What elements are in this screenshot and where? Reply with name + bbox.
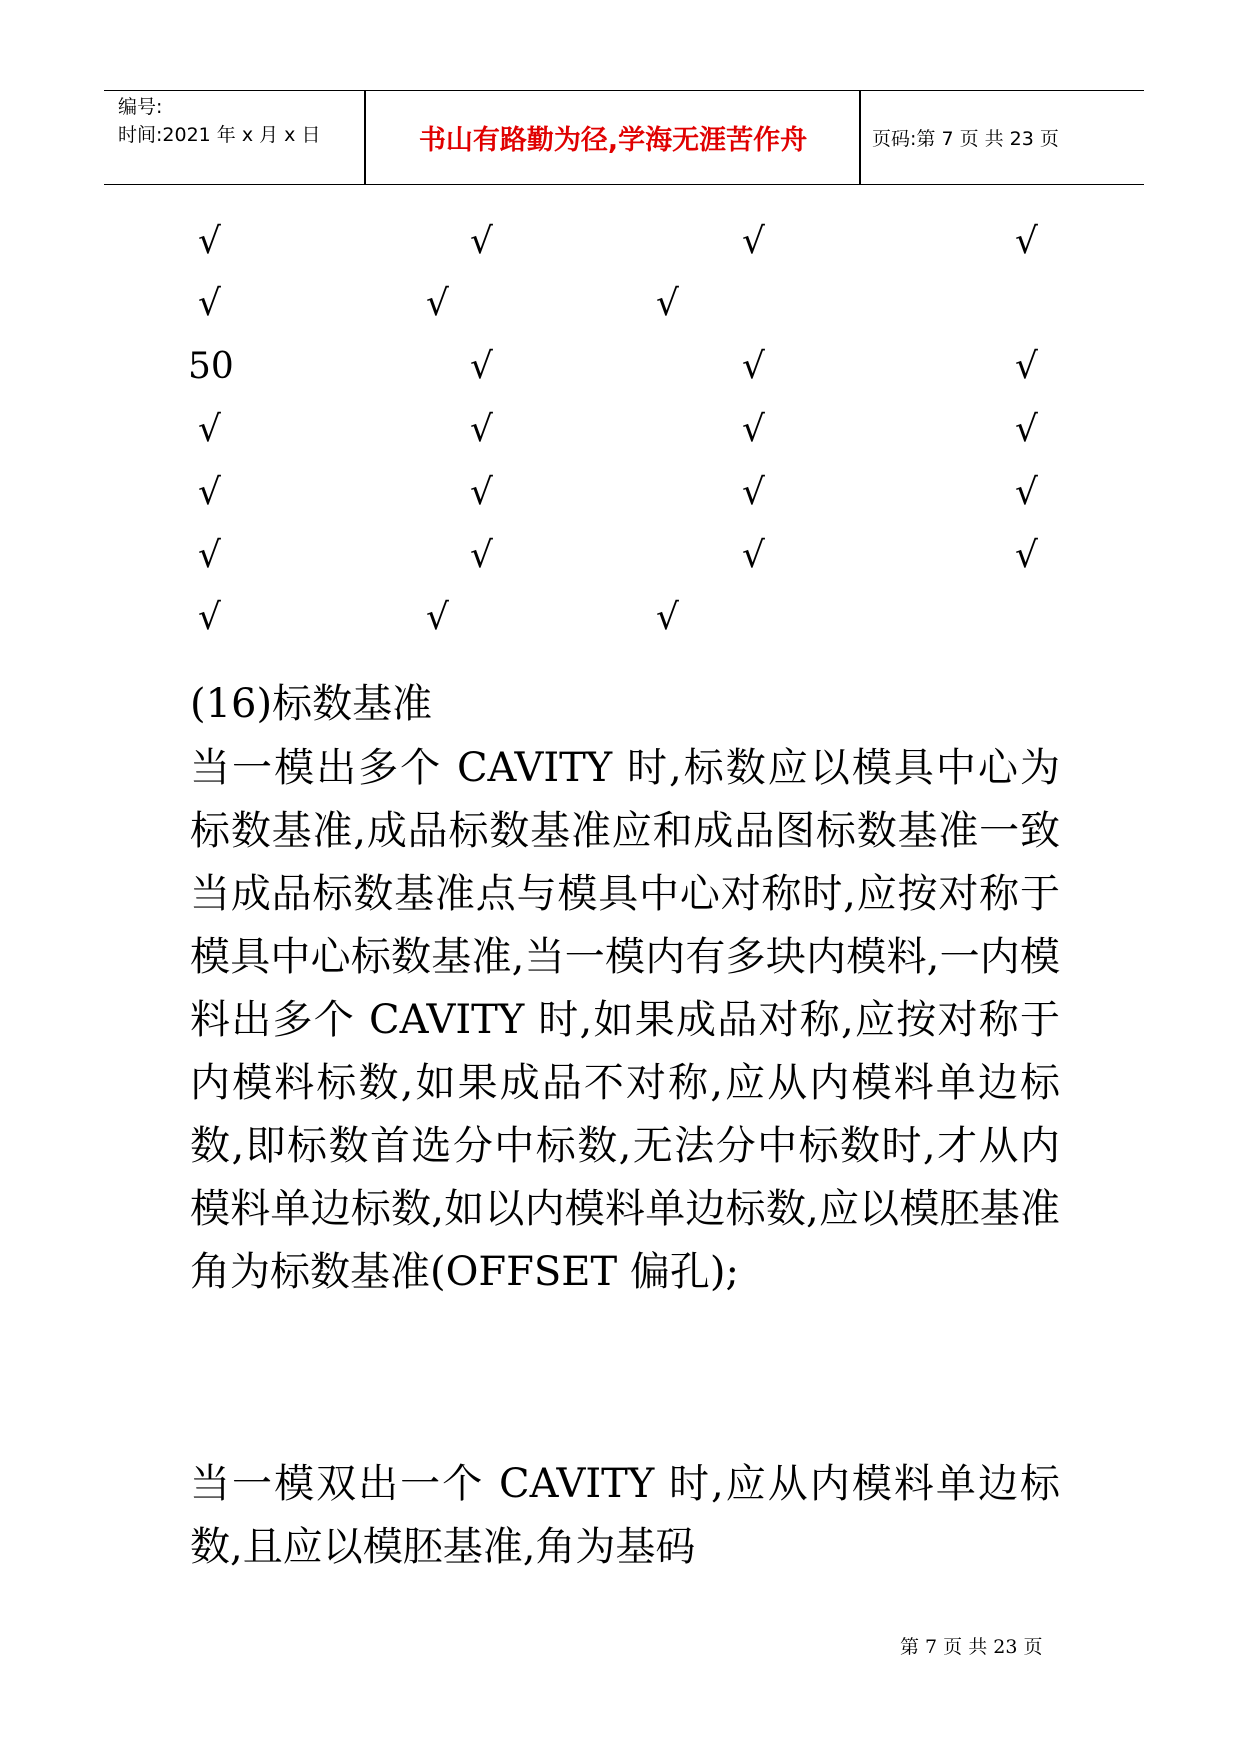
check-cell: √ xyxy=(1015,221,1038,262)
check-cell: √ xyxy=(426,597,449,638)
check-row xyxy=(0,405,1241,455)
header-page-info: 页码:第 7 页 共 23 页 xyxy=(872,128,1059,150)
check-cell: √ xyxy=(198,472,221,513)
check-cell: √ xyxy=(742,409,765,450)
check-cell: √ xyxy=(198,283,221,324)
check-cell: √ xyxy=(742,472,765,513)
check-cell: √ xyxy=(742,535,765,576)
header-motto: 书山有路勤为径,学海无涯苦作舟 xyxy=(418,125,808,156)
document-header xyxy=(104,90,1144,185)
check-cell: √ xyxy=(656,597,679,638)
time-label: 时间:2021 年 x 月 x 日 xyxy=(118,124,321,146)
check-cell: √ xyxy=(470,346,493,387)
check-cell: √ xyxy=(1015,472,1038,513)
check-cell: √ xyxy=(198,221,221,262)
check-row xyxy=(0,279,1241,329)
check-cell: √ xyxy=(656,283,679,324)
check-row xyxy=(0,342,1241,392)
check-cell: √ xyxy=(198,409,221,450)
check-cell: √ xyxy=(470,535,493,576)
serial-label: 编号: xyxy=(118,96,163,118)
body-paragraph: 当一模出多个 CAVITY 时,标数应以模具中心为标数基准,成品标数基准应和成品图标数基准一致当成品标数基准点与模具中心对称时,应按对称于模具中心标数基准,当一模内有多块内模料,一内模料出多个 CAVITY 时,如果成品对称,应按对称于内模料标数,如果成品不对称,应从内模料单边标数,即标数首选分中标数,无法分中标数时,才从内模料单边标数,如以内模料单边标数,应以模胚基准角为标数基准(OFFSET 偏孔); xyxy=(190,745,1060,1295)
check-row xyxy=(0,531,1241,581)
check-cell: √ xyxy=(742,346,765,387)
header-meta xyxy=(118,93,320,149)
check-cell: √ xyxy=(470,221,493,262)
check-cell: √ xyxy=(1015,409,1038,450)
check-cell: √ xyxy=(198,597,221,638)
section-heading: (16)标数基准 xyxy=(190,681,433,727)
check-cell: 50 xyxy=(188,346,234,387)
check-cell: √ xyxy=(198,535,221,576)
check-cell: √ xyxy=(426,283,449,324)
check-cell: √ xyxy=(742,221,765,262)
check-row xyxy=(0,217,1241,267)
header-divider xyxy=(364,91,366,184)
header-divider xyxy=(859,91,861,184)
check-cell: √ xyxy=(1015,535,1038,576)
page-footer: 第 7 页 共 23 页 xyxy=(900,1636,1043,1658)
check-cell: √ xyxy=(470,409,493,450)
body-paragraph: 当一模双出一个 CAVITY 时,应从内模料单边标数,且应以模胚基准,角为基码 xyxy=(190,1461,1060,1570)
check-cell: √ xyxy=(1015,346,1038,387)
check-cell: √ xyxy=(470,472,493,513)
check-row xyxy=(0,593,1241,643)
check-row xyxy=(0,468,1241,518)
